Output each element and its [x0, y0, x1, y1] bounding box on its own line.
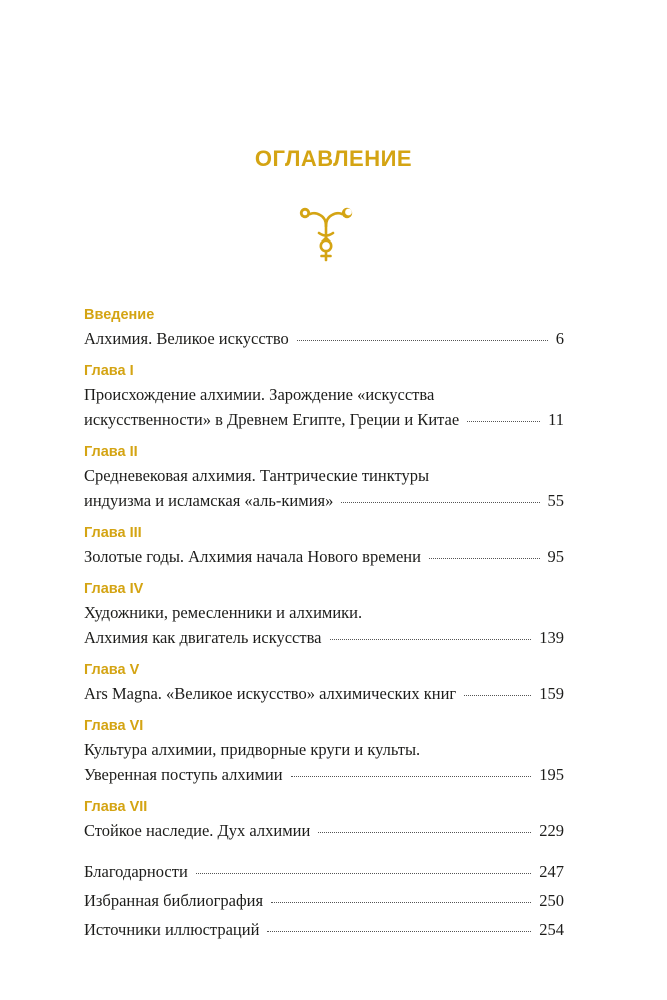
- dot-leader: [429, 558, 540, 559]
- dot-leader: [297, 340, 548, 341]
- toc-entry-label: Глава IV: [84, 581, 144, 597]
- page-number: 11: [548, 410, 564, 429]
- toc-entry-title: Алхимия как двигатель искусства: [84, 628, 322, 647]
- page-number: 6: [555, 329, 564, 348]
- toc-entry-title: Благодарности: [84, 862, 188, 881]
- dot-leader: [318, 832, 531, 833]
- dot-leader: [341, 502, 539, 503]
- toc-entry-title: индуизма и исламская «аль-кимия»: [84, 491, 334, 510]
- toc-entry-title: Стойкое наследие. Дух алхимии: [84, 821, 311, 840]
- toc-entry-title: Ars Magna. «Великое искусство» алхимических книг: [84, 684, 457, 703]
- toc-entry-label: Глава III: [84, 525, 142, 541]
- toc-entry-title: искусственности» в Древнем Египте, Греции и Китае: [84, 410, 460, 429]
- page-number: 159: [539, 684, 564, 703]
- toc-entry-bibliography[interactable]: [84, 886, 564, 915]
- toc-entry-chapter-5[interactable]: [84, 659, 564, 706]
- page-title: ОГЛАВЛЕНИЕ: [254, 146, 413, 171]
- toc-entry-title-line: Средневековая алхимия. Тантрические тинктуры: [84, 466, 430, 485]
- toc-entry-illustration-sources[interactable]: [84, 915, 564, 944]
- page-number: 139: [539, 628, 564, 647]
- toc-entry-chapter-6[interactable]: [84, 715, 564, 787]
- page-number: 247: [539, 862, 564, 881]
- page-number: 195: [539, 765, 564, 784]
- toc-entry-label: Глава V: [84, 662, 140, 678]
- toc-entry-chapter-4[interactable]: [84, 578, 564, 650]
- dot-leader: [267, 931, 531, 932]
- toc-entry-chapter-2[interactable]: [84, 441, 564, 513]
- alchemical-symbol-icon: [296, 196, 356, 262]
- page-number: 55: [547, 491, 564, 510]
- page-number: 229: [539, 821, 564, 840]
- toc-entry-label: Глава II: [84, 444, 138, 460]
- toc-entry-title: Алхимия. Великое искусство: [84, 329, 289, 348]
- toc-entry-acknowledgements[interactable]: [84, 857, 564, 886]
- toc-entry-title-line: Происхождение алхимии. Зарождение «искусства: [84, 385, 435, 404]
- toc-entry-label: Глава I: [84, 363, 134, 379]
- dot-leader: [330, 639, 532, 640]
- page-number: 254: [539, 920, 564, 939]
- toc-entry-chapter-7[interactable]: [84, 796, 564, 843]
- toc-entry-chapter-3[interactable]: [84, 522, 564, 569]
- dot-leader: [291, 776, 532, 777]
- toc-entry-label: Глава VII: [84, 799, 148, 815]
- toc-entry-title: Уверенная поступь алхимии: [84, 765, 283, 784]
- dot-leader: [464, 695, 531, 696]
- dot-leader: [271, 902, 531, 903]
- toc-entry-title: Избранная библиография: [84, 891, 264, 910]
- table-of-contents: [84, 304, 564, 944]
- toc-entry-label: Введение: [84, 307, 155, 323]
- toc-entry-title: Золотые годы. Алхимия начала Нового времени: [84, 547, 421, 566]
- toc-entry-label: Глава VI: [84, 718, 144, 734]
- toc-entry-title-line: Художники, ремесленники и алхимики.: [84, 603, 363, 622]
- dot-leader: [467, 421, 540, 422]
- toc-entry-introduction[interactable]: [84, 304, 564, 351]
- page-number: 95: [547, 547, 564, 566]
- back-matter-list: [84, 857, 564, 944]
- toc-entry-title: Источники иллюстраций: [84, 920, 260, 939]
- toc-entry-title-line: Культура алхимии, придворные круги и культы.: [84, 740, 421, 759]
- toc-entry-chapter-1[interactable]: [84, 360, 564, 432]
- dot-leader: [196, 873, 531, 874]
- page-number: 250: [539, 891, 564, 910]
